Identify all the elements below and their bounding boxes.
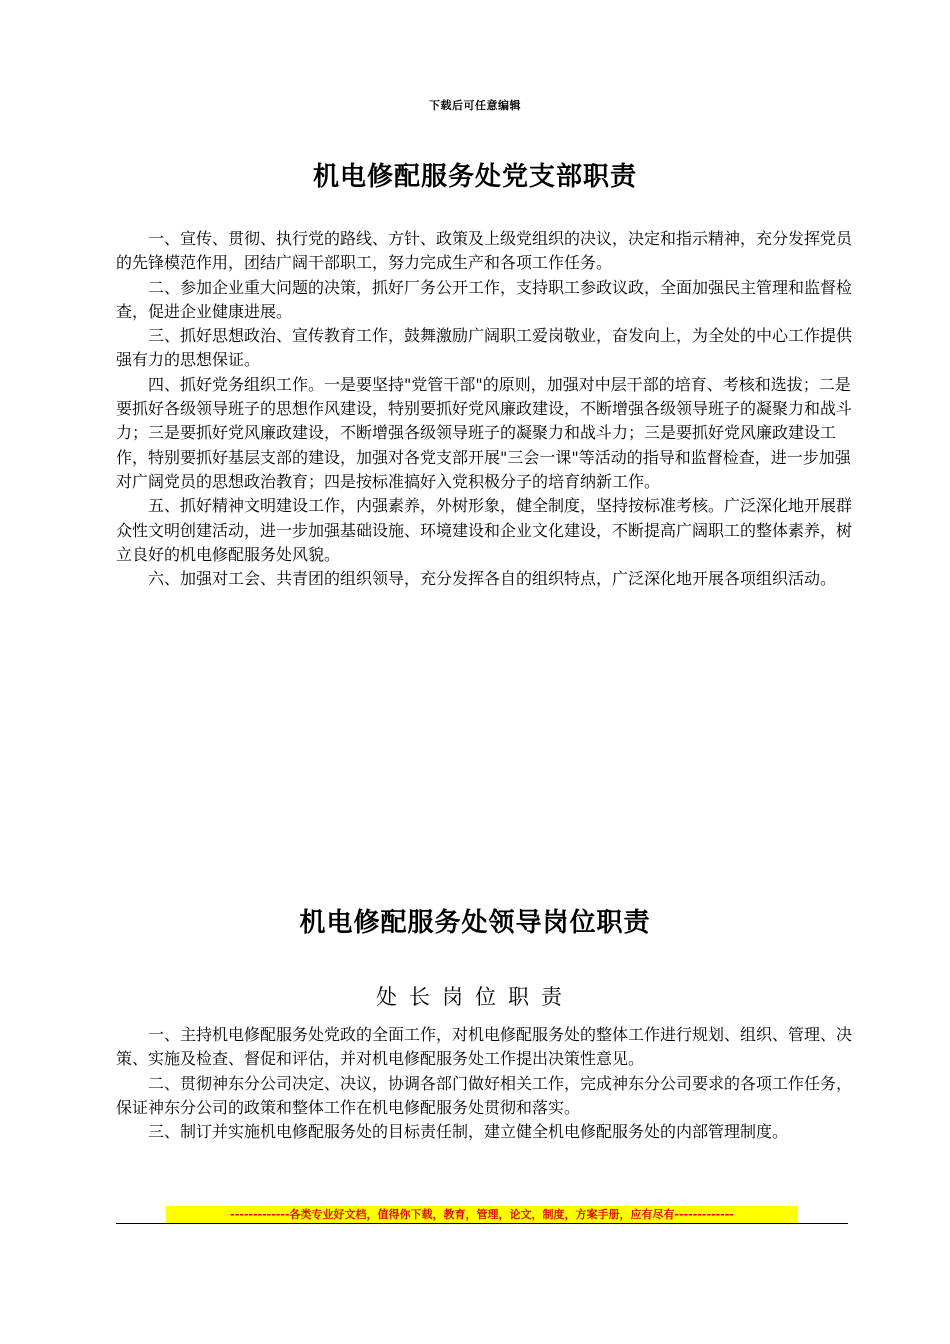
- paragraph: 三、抓好思想政治、宣传教育工作，鼓舞激励广阔职工爱岗敬业，奋发向上，为全处的中心工作提供强有力的思想保证。: [116, 326, 853, 370]
- paragraph: 二、参加企业重大问题的决策，抓好厂务公开工作，支持职工参政议政，全面加强民主管理和监督检查，促进企业健康进展。: [116, 277, 853, 321]
- paragraph: 五、抓好精神文明建设工作，内强素养，外树形象，健全制度，坚持按标准考核。广泛深化地开展群众性文明创建活动，进一步加强基础设施、环境建设和企业文化建设，不断提高广阔职工的整体素养，树立良好的机电修配服务处风貌。: [116, 496, 853, 564]
- footer-divider: [116, 1223, 848, 1224]
- paragraph: 三、制订并实施机电修配服务处的目标责任制，建立健全机电修配服务处的内部管理制度。: [148, 1122, 789, 1142]
- section1-body: [116, 227, 856, 591]
- paragraph: 六、加强对工会、共青团的组织领导，充分发挥各自的组织特点，广泛深化地开展各项组织活动。: [148, 569, 837, 589]
- section1-title: 机电修配服务处党支部职责: [312, 162, 637, 192]
- section2-title: 机电修配服务处领导岗位职责: [299, 908, 651, 938]
- section2-body: [116, 1023, 856, 1144]
- paragraph: 二、贯彻神东分公司决定、决议，协调各部门做好相关工作，完成神东分公司要求的各项工作任务，保证神东分公司的政策和整体工作在机电修配服务处贯彻和落实。: [116, 1073, 853, 1117]
- header-note: 下载后可任意编辑: [429, 99, 521, 112]
- paragraph: 一、宣传、贯彻、执行党的路线、方针、政策及上级党组织的决议，决定和指示精神，充分发挥党员的先锋模范作用，团结广阔干部职工，努力完成生产和各项工作任务。: [116, 229, 853, 273]
- footer-banner: -------------各类专业好文档，值得你下载，教育，管理，论文，制度，方案手册，应有尽有-------------: [166, 1206, 798, 1223]
- paragraph: 一、主持机电修配服务处党政的全面工作，对机电修配服务处的整体工作进行规划、组织、管理、决策、实施及检查、督促和评估，并对机电修配服务处工作提出决策性意见。: [116, 1025, 853, 1069]
- paragraph: 四、抓好党务组织工作。一是要坚持"党管干部"的原则，加强对中层干部的培育、考核和选拔；二是要抓好各级领导班子的思想作风建设，特别要抓好党风廉政建设，不断增强各级领导班子的凝聚力和战斗力；三是要抓好党风廉政建设，不断增强各级领导班子的凝聚力和战斗力；三是要抓好党风廉政建设工作，特别要抓好基层支部的建设，加强对各党支部开展"三会一课"等活动的指导和监督检查，进一步加强对广阔党员的思想政治教育；四是按标准搞好入党积极分子的培育纳新工作。: [116, 374, 853, 491]
- section2-subtitle: 处长岗位职责: [376, 985, 574, 1009]
